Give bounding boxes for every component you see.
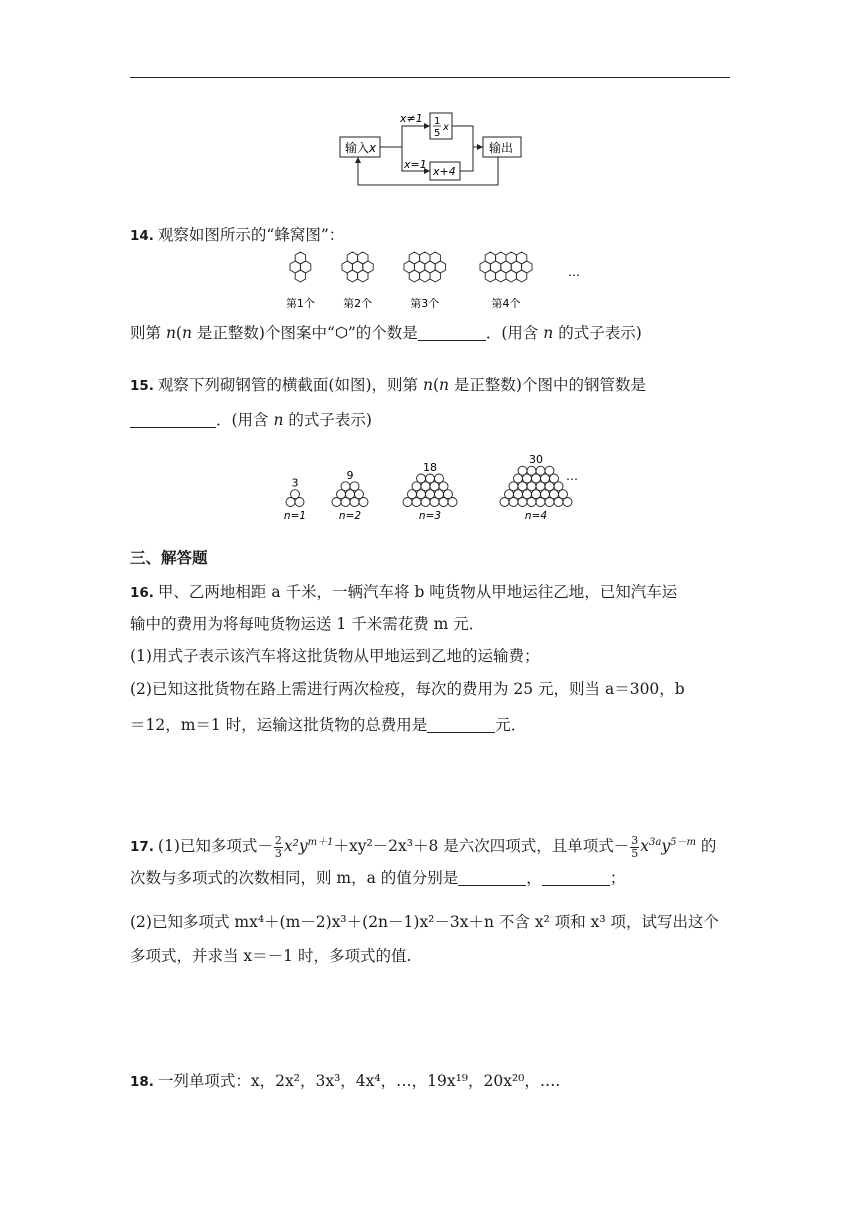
pipe-stack-figure (280, 440, 590, 522)
pipe-stack-1 (286, 490, 304, 507)
q15-answer-blank[interactable] (130, 409, 216, 428)
box-top-var: x (443, 122, 449, 133)
pipe-circle (426, 474, 435, 483)
honeycomb-caption-2: 第2个 (343, 297, 373, 310)
q14-text: 14. 观察如图所示的“蜂窝图”： (130, 226, 345, 244)
honeycomb-pattern-1 (290, 252, 311, 282)
honeycomb-caption-3: 第3个 (410, 297, 440, 310)
q17-line1: 17. (1)已知多项式－ $\frac{2}{3}$ $x^2y^{m+1}+xy^2-2x^3+8$ 是六次四项式，且单项式－ $\frac{3}{5}$ $x^{3a}y^{5-m}$ 的 (130, 833, 717, 860)
box-bottom-label: x+4 (433, 165, 456, 178)
pipe-circle (518, 466, 527, 475)
q15-text-2: ．(用含 n 的式子表示) (130, 403, 730, 437)
hexagon-cell (347, 270, 357, 282)
hexagon-cell (496, 270, 506, 282)
pipe-count-1: 3 (291, 476, 299, 490)
q18-text: 18. 一列单项式：x，2x²，3x³，4x⁴，…，19x¹⁹，20x²⁰，…. (130, 1072, 561, 1090)
pipe-count-2: 9 (346, 468, 354, 482)
q16-line3: (1)用式子表示该汽车将这批货物从甲地运到乙地的运输费； (130, 647, 540, 665)
hexagon-icon (335, 326, 348, 339)
box-top-den: 5 (434, 128, 441, 139)
q16-line4: (2)已知这批货物在路上需进行两次检疫，每次的费用为 25 元，则当 a＝300，b (130, 680, 685, 698)
pipe-stack-3 (403, 474, 457, 507)
q17-line2: 次数与多项式的次数相同，则 m，a 的值分别是 ， ； (130, 869, 626, 887)
pipe-circle (545, 466, 554, 475)
hexagon-cell (506, 270, 516, 282)
header-rule (130, 77, 730, 78)
pipe-circle (435, 474, 444, 483)
q14-answer-blank[interactable] (418, 322, 486, 341)
input-label: 输入x (345, 141, 377, 155)
honeycomb-figure (280, 250, 580, 315)
q16-line5: ＝12，m＝1 时，运输这批货物的总费用是 元． (130, 716, 527, 734)
pipe-stack-4 (500, 466, 572, 506)
pipe-circle (417, 474, 426, 483)
hexagon-cell (409, 270, 419, 282)
section-heading: 三、解答题 (130, 549, 208, 567)
honeycomb-caption-1: 第1个 (285, 297, 315, 310)
honeycomb-pattern-2 (342, 252, 373, 282)
q15-text: 15. 观察下列砌钢管的横截面(如图)，则第 n(n 是正整数)个图中的钢管数是 (130, 376, 646, 394)
hexagon-cell (516, 270, 526, 282)
flowchart-figure (330, 105, 530, 190)
hexagon-cell (485, 270, 495, 282)
hexagon-cell (420, 270, 430, 282)
q17-line4: 多项式，并求当 x＝－1 时，多项式的值. (130, 947, 412, 965)
pipe-count-3: 18 (423, 461, 437, 474)
honeycomb-ellipsis: … (568, 265, 580, 279)
hexagon-cell (430, 270, 440, 282)
box-top-num: 1 (434, 116, 441, 127)
pipe-ellipsis: … (566, 469, 578, 483)
q17-blank-m[interactable] (458, 867, 526, 886)
pipe-count-4: 30 (529, 453, 543, 467)
pipe-label-4: n=4 (524, 510, 548, 522)
q14-answer: 则第 n(n 是正整数)个图案中“ ”的个数是 ．(用含 n 的式子表示) (130, 324, 642, 342)
honeycomb-pattern-4 (480, 252, 532, 282)
q17-blank-a[interactable] (542, 867, 610, 886)
q16-line2: 输中的费用为将每吨货物运送 1 千米需花费 m 元． (130, 615, 485, 633)
pipe-label-3: n=3 (418, 510, 442, 522)
honeycomb-pattern-3 (404, 252, 446, 282)
cond-bottom-label: x=1 (404, 158, 427, 171)
pipe-label-1: n=1 (283, 510, 307, 522)
cond-top-label: x≠1 (400, 112, 423, 125)
hexagon-cell (295, 270, 305, 282)
pipe-stack-2 (332, 482, 368, 507)
q16-answer-blank[interactable] (427, 714, 495, 733)
pipe-circle (341, 482, 350, 491)
q17-line3: (2)已知多项式 mx⁴＋(m－2)x³＋(2n－1)x²－3x＋n 不含 x² 项和 x³ 项，试写出这个 (130, 913, 720, 931)
pipe-circle (350, 482, 359, 491)
pipe-circle (291, 490, 300, 499)
honeycomb-caption-4: 第4个 (491, 297, 521, 310)
pipe-label-2: n=2 (338, 510, 362, 522)
hexagon-cell (358, 270, 368, 282)
output-label: 输出 (489, 141, 514, 155)
pipe-circle (536, 466, 545, 475)
pipe-circle (527, 466, 536, 475)
q16-line1: 16. 甲、乙两地相距 a 千米，一辆汽车将 b 吨货物从甲地运往乙地，已知汽车运 (130, 583, 678, 601)
